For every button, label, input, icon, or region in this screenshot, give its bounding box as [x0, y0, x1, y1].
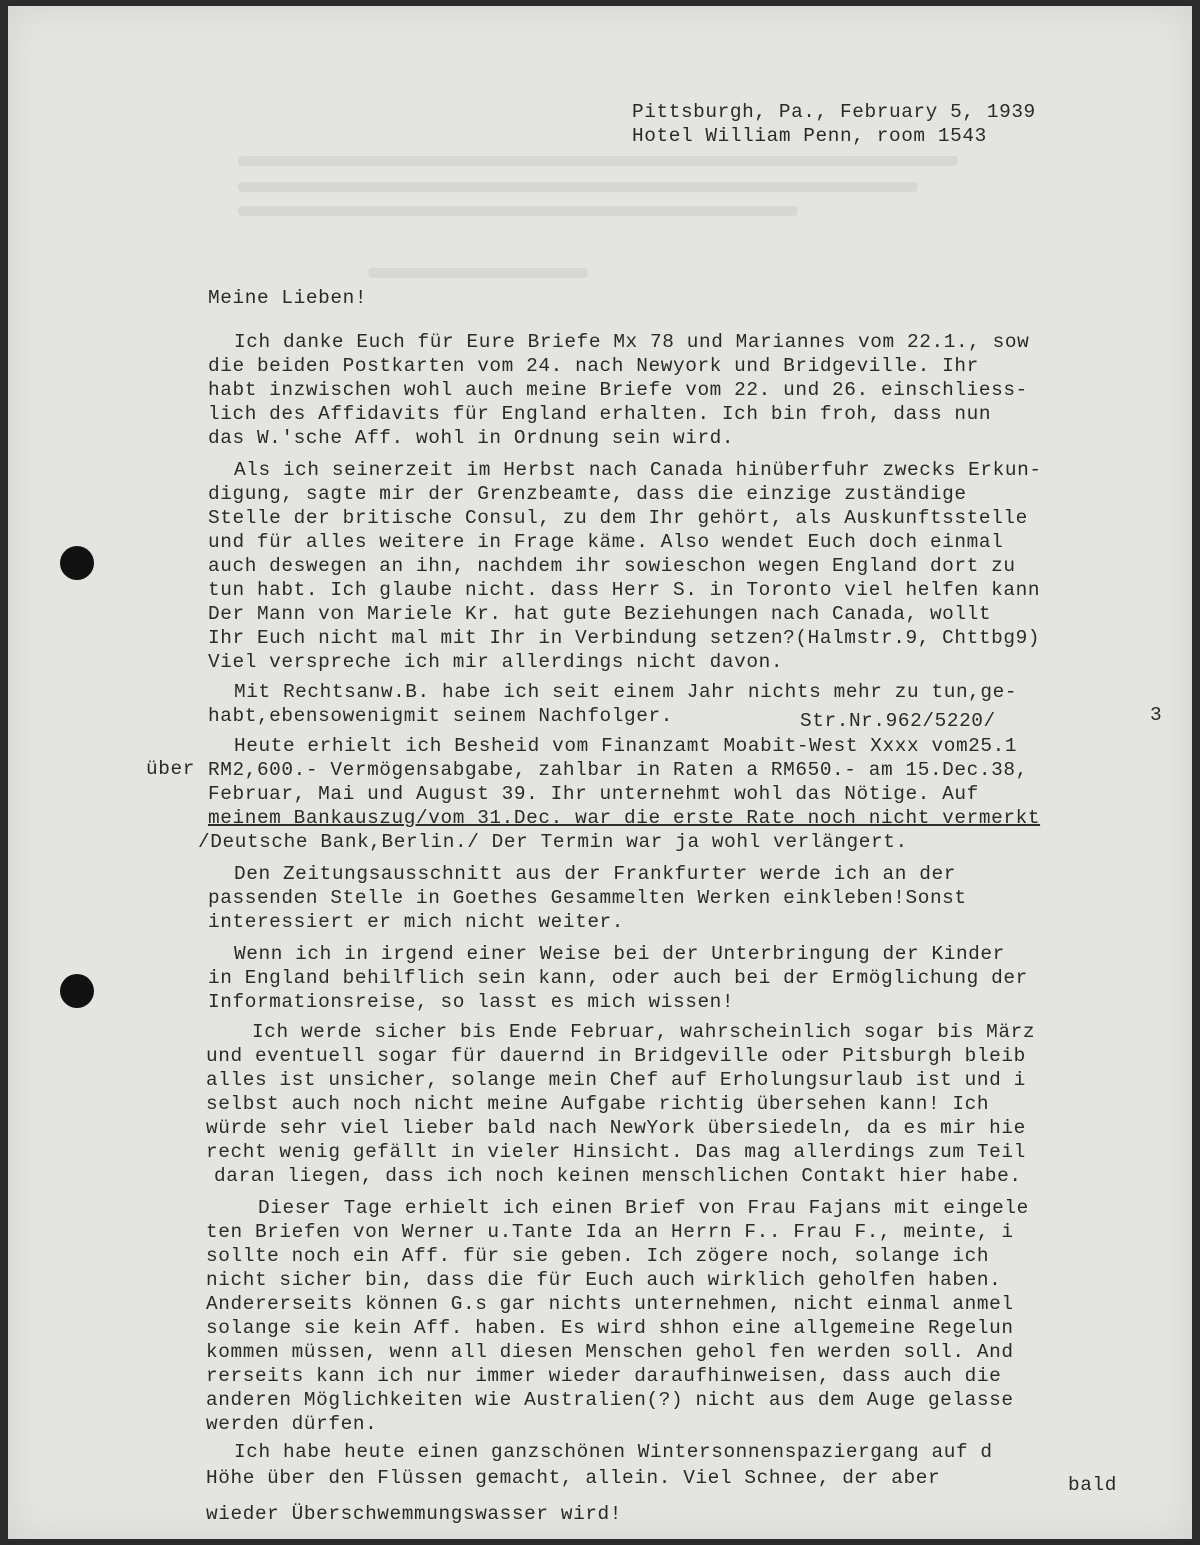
body-line: lich des Affidavits für England erhalten. Ich bin froh, dass nun: [208, 403, 992, 425]
body-line: Der Mann von Mariele Kr. hat gute Beziehungen nach Canada, wollt: [208, 603, 992, 625]
body-line: /Deutsche Bank,Berlin./ Der Termin war ja wohl verlängert.: [198, 831, 908, 853]
body-line: sollte noch ein Aff. für sie geben. Ich zögere noch, solange ich: [206, 1245, 990, 1267]
body-line: solange sie kein Aff. haben. Es wird shhon eine allgemeine Regelun: [206, 1317, 1014, 1339]
body-line: die beiden Postkarten vom 24. nach Newyork und Bridgeville. Ihr: [208, 355, 979, 377]
body-line: Höhe über den Flüssen gemacht, allein. Viel Schnee, der aber: [206, 1467, 941, 1489]
body-line: in England behilflich sein kann, oder auch bei der Ermöglichung der: [208, 967, 1028, 989]
salutation: Meine Lieben!: [208, 287, 368, 309]
body-line: passenden Stelle in Goethes Gesammelten Werken einkleben!Sonst: [208, 887, 967, 909]
date-line: Pittsburgh, Pa., February 5, 1939: [632, 101, 1036, 123]
body-line-underlined: meinem Bankauszug/vom 31.Dec. war die erste Rate noch nicht vermerkt: [208, 807, 1041, 829]
body-line: alles ist unsicher, solange mein Chef auf Erholungsurlaub ist und i: [206, 1069, 1026, 1091]
body-line: Ihr Euch nicht mal mit Ihr in Verbindung setzen?(Halmstr.9, Chttbg9): [208, 627, 1041, 649]
body-line: nicht sicher bin, dass die für Euch auch wirklich geholfen haben.: [206, 1269, 1002, 1291]
body-line: recht wenig gefällt in vieler Hinsicht. Das mag allerdings zum Teil: [206, 1141, 1026, 1163]
margin-insertion: über: [146, 758, 195, 780]
body-line: kommen müssen, wenn all diesen Menschen gehol fen werden soll. And: [206, 1341, 1014, 1363]
body-line: Februar, Mai und August 39. Ihr unternehmt wohl das Nötige. Auf: [208, 783, 979, 805]
body-line: rerseits kann ich nur immer wieder daraufhinweisen, dass auch die: [206, 1365, 1002, 1387]
body-line: habt,ebensowenigmit seinem Nachfolger.: [208, 705, 673, 727]
body-line: interessiert er mich nicht weiter.: [208, 911, 625, 933]
hotel-address: Hotel William Penn, room 1543: [632, 125, 987, 147]
body-line: und eventuell sogar für dauernd in Bridgeville oder Pitsburgh bleib: [206, 1045, 1026, 1067]
body-line: werden dürfen.: [206, 1413, 378, 1435]
interlinear-insertion: bald: [1068, 1474, 1117, 1496]
body-line: Informationsreise, so lasst es mich wissen!: [208, 991, 735, 1013]
body-line: Ich habe heute einen ganzschönen Wintersonnenspaziergang auf d: [234, 1441, 993, 1463]
reference-digit: 3: [1150, 704, 1163, 726]
body-line: anderen Möglichkeiten wie Australien(?) nicht aus dem Auge gelasse: [206, 1389, 1014, 1411]
body-line: würde sehr viel lieber bald nach NewYork übersiedeln, da es mir hie: [206, 1117, 1026, 1139]
body-line: das W.'sche Aff. wohl in Ordnung sein wird.: [208, 427, 735, 449]
body-line: Den Zeitungsausschnitt aus der Frankfurter werde ich an der: [234, 863, 956, 885]
body-line: daran liegen, dass ich noch keinen menschlichen Contakt hier habe.: [214, 1165, 1022, 1187]
body-line: digung, sagte mir der Grenzbeamte, dass die einzige zuständige: [208, 483, 967, 505]
body-line: wieder Überschwemmungswasser wird!: [206, 1503, 623, 1525]
body-line: auch deswegen an ihn, nachdem ihr sowieschon wegen England dort zu: [208, 555, 1016, 577]
body-line: Wenn ich in irgend einer Weise bei der Unterbringung der Kinder: [234, 943, 1005, 965]
tax-reference-insertion: Str.Nr.962/5220/: [800, 710, 996, 732]
body-line: Dieser Tage erhielt ich einen Brief von Frau Fajans mit eingele: [258, 1197, 1029, 1219]
body-line: habt inzwischen wohl auch meine Briefe vom 22. und 26. einschliess-: [208, 379, 1028, 401]
body-line: Viel verspreche ich mir allerdings nicht davon.: [208, 651, 784, 673]
body-line: Ich danke Euch für Eure Briefe Mx 78 und Mariannes vom 22.1., sow: [234, 331, 1030, 353]
body-line: Andererseits können G.s gar nichts unternehmen, nicht einmal anmel: [206, 1293, 1014, 1315]
body-line: Heute erhielt ich Besheid vom Finanzamt Moabit-West Xxxx vom25.1: [234, 735, 1018, 757]
body-line: selbst auch noch nicht meine Aufgabe richtig übersehen kann! Ich: [206, 1093, 990, 1115]
body-line: und für alles weitere in Frage käme. Also wendet Euch doch einmal: [208, 531, 1004, 553]
body-line: Ich werde sicher bis Ende Februar, wahrscheinlich sogar bis März: [252, 1021, 1036, 1043]
body-line: Als ich seinerzeit im Herbst nach Canada hinüberfuhr zwecks Erkun-: [234, 459, 1042, 481]
body-line: Stelle der britische Consul, zu dem Ihr gehört, als Auskunftsstelle: [208, 507, 1028, 529]
body-line: tun habt. Ich glaube nicht. dass Herr S. in Toronto viel helfen kann: [208, 579, 1041, 601]
body-line: ten Briefen von Werner u.Tante Ida an Herrn F.. Frau F., meinte, i: [206, 1221, 1014, 1243]
body-line: Mit Rechtsanw.B. habe ich seit einem Jahr nichts mehr zu tun,ge-: [234, 681, 1018, 703]
body-line: RM2,600.- Vermögensabgabe, zahlbar in Raten a RM650.- am 15.Dec.38,: [208, 759, 1028, 781]
